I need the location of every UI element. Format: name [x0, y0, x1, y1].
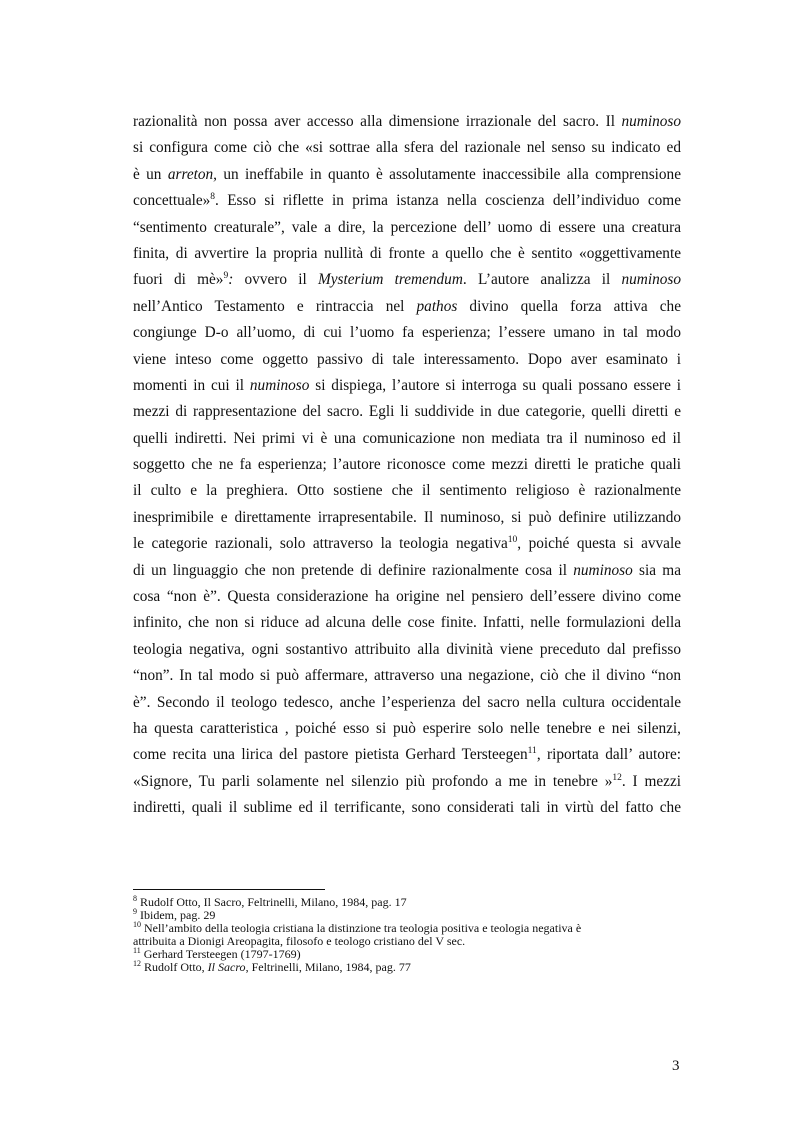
text-run: mezzi di rappresentazione del sacro. Egli li suddivide in due categorie, quelli diretti e	[133, 403, 681, 421]
footnote-ref: 8	[210, 192, 216, 203]
text-run: . I mezzi	[621, 772, 681, 790]
text-run: soggetto che ne fa esperienza; l’autore riconosce come mezzi diretti le pratiche quali	[133, 456, 681, 474]
text-run: Rudolf Otto, Il Sacro, Feltrinelli, Milano, 1984, pag. 17	[137, 895, 407, 909]
text-run: indiretti, quali il sublime ed il terrificante, sono considerati tali in virtù del fatto che	[133, 799, 681, 817]
text-run: “sentimento creaturale”, vale a dire, la percezione dell’ uomo di essere una creatura	[133, 218, 681, 236]
body-line	[133, 109, 681, 135]
text-run: Gerhard Tersteegen (1797-1769)	[140, 947, 301, 961]
footnote-ref: 9	[223, 271, 229, 282]
footnote-ref: 12	[133, 959, 141, 968]
text-run: numinoso	[573, 561, 633, 579]
text-run: il culto e la preghiera. Otto sostiene che il sentimento religioso è razionalmente	[133, 482, 681, 500]
body-line	[133, 637, 681, 663]
text-run: «Signore, Tu parli solamente nel silenzio più profondo a me in tenebre »	[133, 772, 613, 790]
footnote-ref: 11	[527, 746, 537, 757]
text-run: come recita una lirica del pastore pietista Gerhard Tersteegen	[133, 746, 528, 764]
text-run: viene inteso come oggetto passivo di tale interessamento. Dopo aver esaminato i	[133, 350, 681, 368]
footnote-ref: 12	[612, 772, 622, 783]
body-line	[133, 584, 681, 610]
text-run: Ibidem, pag. 29	[137, 908, 216, 922]
text-run: arreton,	[167, 165, 217, 183]
text-run: razionalità non possa aver accesso alla dimensione irrazionale del sacro. Il	[133, 113, 622, 130]
text-run: è”. Secondo il teologo tedesco, anche l’esperienza del sacro nella cultura occidentale	[133, 693, 681, 711]
text-run: pathos	[416, 297, 458, 315]
text-run: numinoso	[621, 271, 681, 289]
body-line	[133, 505, 681, 531]
text-run: cosa “non è”. Questa considerazione ha origine nel pensiero dell’essere divino come	[133, 588, 681, 606]
text-run: Nell’ambito della teologia cristiana la distinzione tra teologia positiva e teologia negativa è	[141, 921, 582, 935]
body-line	[133, 716, 681, 742]
text-run: le categorie razionali, solo attraverso la teologia negativa	[133, 535, 508, 553]
body-line	[133, 742, 681, 768]
footnote-ref: 9	[133, 907, 137, 916]
body-line	[133, 690, 681, 716]
body-line	[133, 347, 681, 373]
text-run: , poiché questa si avvale	[517, 535, 682, 553]
text-run: . L’autore analizza il	[462, 271, 622, 289]
body-line	[133, 531, 681, 557]
text-run: inesprimibile e direttamente irrapresentabile. Il numinoso, si può definire utilizzando	[133, 508, 681, 526]
body-line	[133, 215, 681, 241]
footnote-line	[133, 961, 681, 974]
body-line	[133, 267, 681, 293]
body-line	[133, 294, 681, 320]
body-line	[133, 795, 681, 821]
text-run: sia ma	[632, 561, 681, 579]
body-line	[133, 769, 681, 795]
footnote-separator	[133, 889, 325, 890]
footnote-ref: 10	[507, 535, 518, 546]
text-run: , Feltrinelli, Milano, 1984, pag. 77	[245, 960, 411, 974]
footnote-ref: 8	[133, 894, 137, 903]
body-line	[133, 373, 681, 399]
text-run: divino quella forza attiva che	[457, 297, 681, 315]
text-run: è un	[133, 165, 168, 183]
body-line	[133, 135, 681, 161]
body-line	[133, 399, 681, 425]
text-run: nell’Antico Testamento e rintraccia nel	[133, 297, 417, 315]
body-line	[133, 188, 681, 214]
body-line	[133, 452, 681, 478]
text-run: . Esso si riflette in prima istanza nella coscienza dell’individuo come	[215, 192, 681, 210]
text-run: “non”. In tal modo si può affermare, attraverso una negazione, ciò che il divino “non	[133, 667, 681, 685]
body-line	[133, 558, 681, 584]
text-run: finita, di avvertire la propria nullità di fronte a quello che è sentito «oggettivamente	[133, 244, 681, 262]
footnotes	[133, 896, 681, 974]
text-run: congiunge D-o all’uomo, di cui l’uomo fa esperienza; l’essere umano in tal modo	[133, 324, 681, 342]
text-run: quelli indiretti. Nei primi vi è una comunicazione non mediata tra il numinoso ed il	[133, 429, 681, 447]
text-run: ovvero il	[233, 271, 318, 289]
text-run: Rudolf Otto,	[141, 960, 208, 974]
text-run: si dispiega, l’autore si interroga su quali possano essere i	[309, 376, 681, 394]
text-run: momenti in cui il	[133, 376, 250, 394]
text-run: :	[228, 271, 234, 289]
body-line	[133, 663, 681, 689]
body-line	[133, 162, 681, 188]
text-run: teologia negativa, ogni sostantivo attribuito alla divinità viene preceduto dal prefisso	[133, 640, 681, 658]
body-line	[133, 610, 681, 636]
text-run: attribuita a Dionigi Areopagita, filosofo e teologo cristiano del V sec.	[133, 934, 466, 948]
body-line	[133, 478, 681, 504]
footnote-ref: 11	[133, 946, 141, 955]
text-run: ha questa caratteristica , poiché esso si può esperire solo nelle tenebre e nei silenzi,	[133, 719, 681, 737]
text-run: infinito, che non si riduce ad alcuna delle cose finite. Infatti, nelle formulazioni della	[133, 614, 681, 632]
body-line	[133, 426, 681, 452]
footnote-ref: 10	[133, 920, 141, 929]
text-run: un ineffabile in quanto è assolutamente inaccessibile alla comprensione	[217, 165, 681, 183]
text-run: fuori di mè»	[133, 271, 224, 289]
body-text	[133, 109, 681, 822]
text-run: si configura come ciò che «si sottrae alla sfera del razionale nel senso su indicato ed	[133, 139, 681, 157]
text-run: , riportata dall’ autore:	[536, 746, 681, 764]
text-run: concettuale»	[133, 192, 211, 210]
page-number: 3	[672, 1058, 680, 1074]
body-line	[133, 320, 681, 346]
text-run: numinoso	[249, 376, 310, 394]
body-line	[133, 241, 681, 267]
text-run: Mysterium tremendum	[317, 271, 463, 289]
text-run: Il Sacro	[207, 960, 246, 974]
text-run: di un linguaggio che non pretende di definire razionalmente cosa il	[133, 561, 574, 579]
text-run: numinoso	[621, 113, 681, 130]
